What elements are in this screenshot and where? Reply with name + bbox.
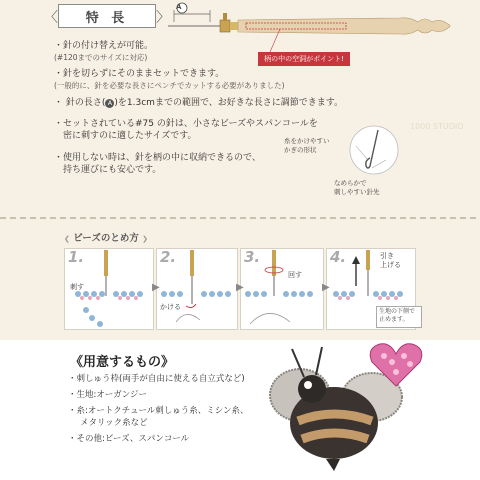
materials-item: ・刺しゅう枠(両手が自由に使える自立式など) [68, 374, 245, 384]
features-title: 特 長 [58, 4, 156, 28]
feature-text: ・ 使用しない時は、針を柄の中に収納できるので、 [54, 152, 261, 164]
heart-sequin-image [366, 340, 426, 390]
tip-note [334, 179, 380, 197]
feature-text: 針の長さ( [65, 98, 106, 108]
feature-text: )を1.3cmまでの範囲で、お好きな長さに調節できます。 [114, 98, 344, 108]
step-number: 1. [68, 248, 85, 266]
feature-item [54, 118, 318, 142]
step-label: 回す [288, 271, 302, 279]
feature-subtext: (#120までのサイズに対応) [54, 53, 148, 62]
step-label-line: 引き [380, 252, 394, 260]
step-label: かける [160, 303, 181, 311]
hollow-callout: 柄の中の空洞がポイント! [258, 52, 350, 66]
feature-text: ・ 針の付け替えが可能。 [54, 40, 153, 52]
arrow-right-icon: ▶ [236, 282, 244, 293]
feature-text: 持ち運びにも安心です。 [63, 165, 162, 175]
length-mark: A [105, 99, 114, 108]
materials-item: メタリック糸など [80, 418, 148, 428]
watermark: 1000 STUDIO [410, 122, 464, 131]
step-label: 刺す [70, 283, 84, 291]
step-3-illustration [240, 248, 322, 328]
stop-note-line: 止めます。 [379, 316, 409, 323]
materials-item: ・生地:オーガンジー [68, 390, 147, 400]
steps-title-text: ビーズのとめ方 [73, 233, 139, 244]
feature-item [54, 97, 343, 109]
step-number: 2. [160, 248, 177, 266]
panel-divider [0, 217, 480, 219]
materials-title: 《用意するもの》 [70, 355, 175, 370]
step-number: 3. [244, 248, 261, 266]
length-marker-a: A [176, 3, 182, 11]
stop-note-line: 生地の下側で [379, 308, 416, 315]
step-label [380, 252, 401, 270]
step-label-line: 上げる [380, 261, 401, 269]
feature-item [54, 152, 261, 176]
arrow-right-icon: ▶ [152, 282, 160, 293]
step-number: 4. [330, 248, 347, 266]
hook-note-line: かぎの形状 [284, 146, 317, 154]
materials-item: ・糸:オートクチュール刺しゅう糸、ミシン糸、 [68, 406, 249, 416]
feature-subtext: (一般的に、針を必要な長さにペンチでカットする必要がありました) [54, 81, 285, 90]
tip-note-line: なめらかで [334, 179, 367, 187]
feature-text: ・ 針を切らずにそのままセットできます。 [54, 68, 285, 80]
hook-tool-illustration [160, 0, 480, 60]
feature-item [54, 40, 153, 64]
step-2-illustration [156, 248, 236, 328]
steps-title: ❮ ビーズのとめ方 ❯ [64, 233, 149, 244]
chevron-right-icon: 〉 [156, 10, 170, 26]
feature-text: ・ セットされている#75 の針は、小さなビーズやスパンコールを [54, 118, 318, 130]
feature-text: 密に刺すのに適したサイズです。 [63, 131, 197, 141]
hook-note [284, 137, 330, 155]
chevron-left-icon: 〈 [44, 10, 58, 26]
materials-item: ・その他:ビーズ、スパンコール [68, 434, 190, 444]
hook-note-line: 糸をかけやすい [284, 137, 330, 145]
stop-note [376, 306, 422, 328]
tip-note-line: 刺しやすい針先 [334, 188, 380, 196]
feature-item [54, 68, 285, 92]
arrow-right-icon: ▶ [322, 282, 330, 293]
